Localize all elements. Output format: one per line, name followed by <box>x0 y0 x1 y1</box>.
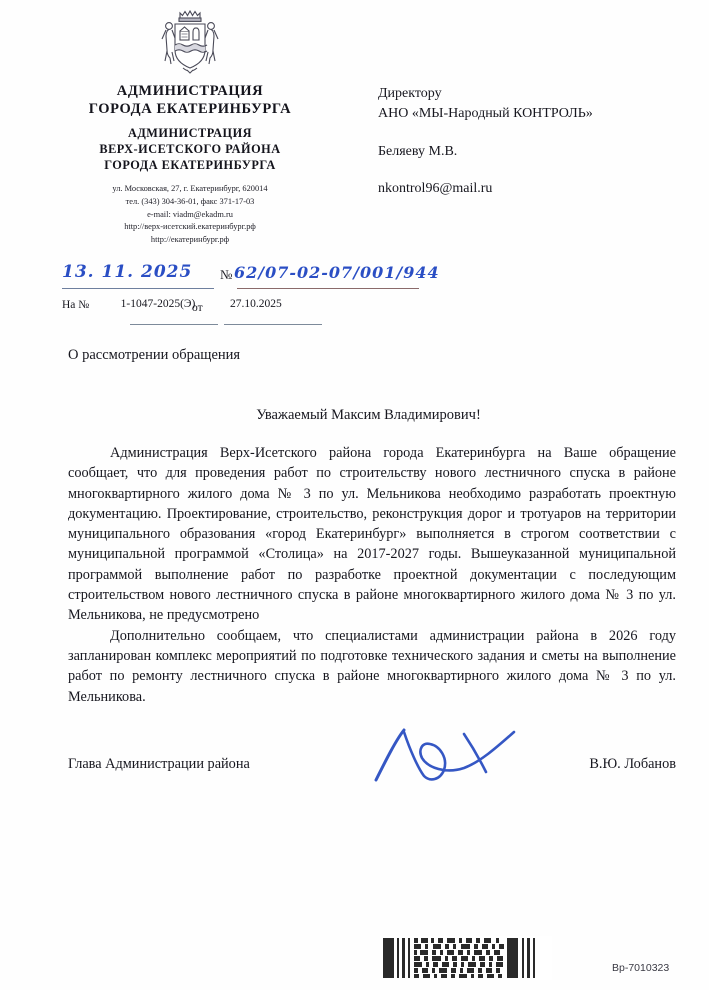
document-code: Вр-7010323 <box>612 962 670 974</box>
body-paragraph-2: Дополнительно сообщаем, что специалистами администрации района в 2026 году запланирован комплекс мероприятий по подготовке технического задания и сметы на выполнение работ по ремонту лестничного спуска в районе многоквартирного жилого дома № 3 по ул. Мельникова. <box>68 627 676 705</box>
org-line-1: АДМИНИСТРАЦИЯ <box>116 83 264 99</box>
registration-date-rule <box>62 288 214 289</box>
organization-subdivision <box>0 126 380 173</box>
salutation: Уважаемый Максим Владимирович! <box>256 407 481 423</box>
addressee-organization: АНО «МЫ-Народный КОНТРОЛЬ» <box>378 106 593 122</box>
reference-label-na: На № <box>62 299 90 311</box>
organization-name <box>0 82 380 118</box>
letterhead <box>0 0 380 247</box>
letter-body <box>68 443 676 707</box>
contact-phone: тел. (343) 304-36-01, факс 371-17-03 <box>125 197 255 207</box>
signatory-name: В.Ю. Лобанов <box>589 756 676 772</box>
reference-incoming-date: 27.10.2025 <box>230 298 282 310</box>
signature-block <box>68 752 676 782</box>
addressee-block <box>378 84 698 199</box>
signatory-title: Глава Администрации района <box>68 756 250 772</box>
addressee-position: Директору <box>378 86 442 101</box>
reference-number-rule <box>130 324 218 325</box>
reference-line <box>62 296 462 332</box>
contact-block <box>0 183 380 246</box>
org-line-2: ГОРОДА ЕКАТЕРИНБУРГА <box>88 101 292 118</box>
registration-number-rule <box>237 288 419 289</box>
contact-address: ул. Московская, 27, г. Екатеринбург, 620014 <box>112 184 268 194</box>
spacer <box>378 162 698 179</box>
addressee-name: Беляеву М.В. <box>378 143 458 159</box>
spacer <box>378 125 698 142</box>
body-paragraph-1: Администрация Верх-Исетского района города Екатеринбурга на Ваше обращение сообщает, что для проведения работ по строительству нового лестничного спуска в районе многоквартирного жилого дома № 3 по ул. Мельникова необходимо разработать проектную документацию. Проектирование, строительство, реконструкция дорог и тротуаров на территории муниципального образования «город Екатеринбург» выполняется в строгом соответствии с муниципальной программой «Столица» на 2017-2027 годы. Вышеуказанной муниципальной программой выполнение работ по разработке проектной документации с последующим строительством нового лестничного спуска в районе многоквартирного жилого дома № 3 по ул. Мельникова, не предусмотрено <box>68 445 676 624</box>
handwritten-registration-date: 13. 11. 2025 <box>62 262 193 282</box>
contact-website-district: http://верх-исетский.екатеринбург.рф <box>124 222 256 232</box>
yekaterinburg-coat-of-arms-icon <box>153 6 227 76</box>
pdf417-barcode <box>380 936 552 980</box>
subject-line: О рассмотрении обращения <box>68 347 241 363</box>
sub-line-1: АДМИНИСТРАЦИЯ <box>127 126 253 141</box>
reference-label-ot: от <box>192 302 203 314</box>
contact-email: e-mail: viadm@ekadm.ru <box>147 209 233 219</box>
sub-line-2: ВЕРХ-ИСЕТСКОГО РАЙОНА <box>99 141 281 156</box>
reference-incoming-number: 1-1047-2025(Э) <box>120 298 196 310</box>
handwritten-signature <box>368 724 536 786</box>
sub-line-3: ГОРОДА ЕКАТЕРИНБУРГА <box>104 157 276 172</box>
addressee-email: nkontrol96@mail.ru <box>378 180 493 196</box>
contact-website-city: http://екатеринбург.рф <box>150 234 230 244</box>
handwritten-registration-number: 62/07-02-07/001/944 <box>234 263 440 282</box>
registration-line <box>62 262 462 296</box>
reference-date-rule <box>224 324 322 325</box>
number-symbol: № <box>220 267 233 282</box>
